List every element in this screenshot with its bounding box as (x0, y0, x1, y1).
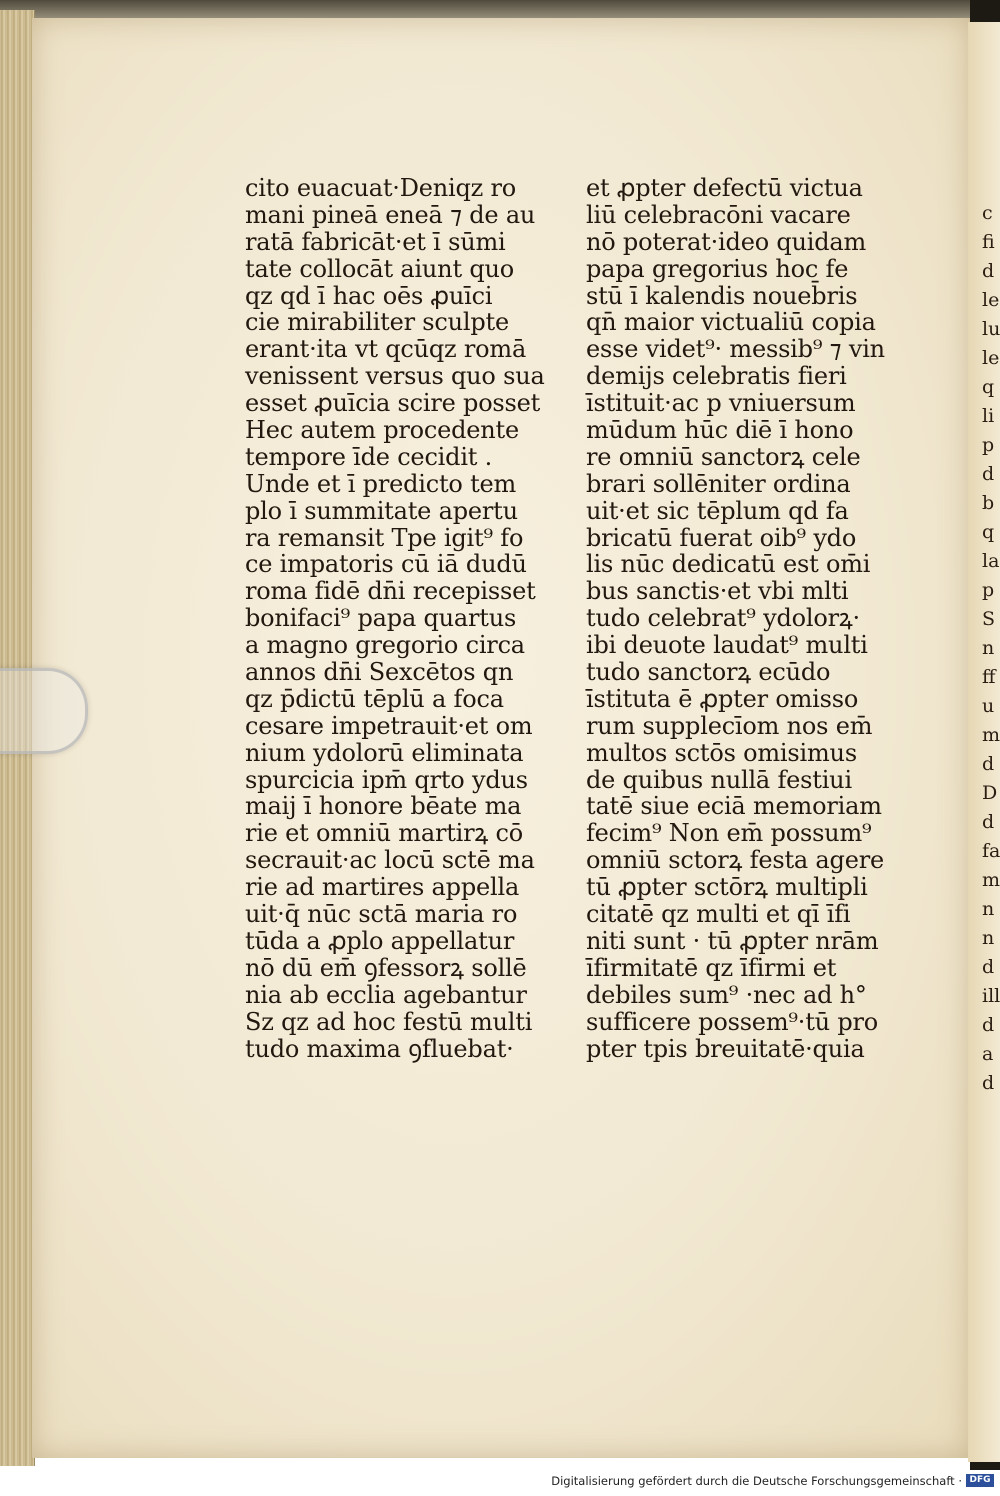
text-line: et ꝓpter defectū victua (586, 174, 863, 202)
text-line: tūda a ꝓplo appellatur (245, 926, 515, 955)
text-line: debiles sum⁹ ·nec ad h° (586, 980, 867, 1009)
text-line: ibi deuote laudat⁹ multi (586, 631, 868, 660)
next-page-fragment: d (982, 811, 995, 833)
text-line: Unde et ī predicto tem (245, 469, 517, 498)
text-line: rum supplecīom nos em̄ (586, 711, 873, 740)
text-line: Hec autem procedente (245, 416, 520, 445)
next-page-fragment: fi (982, 231, 995, 253)
text-line: cie mirabiliter sculpte (245, 308, 510, 337)
right-text-column (586, 175, 886, 1062)
next-page-fragment: a (982, 1043, 994, 1065)
text-line: re omniū sanctorꝝ cele (586, 442, 861, 471)
text-line: mani pineā eneā ⁊ de au (245, 200, 536, 229)
text-line: cito euacuat·Deniqz ro (245, 174, 517, 202)
text-line: nia ab ecclia agebantur (245, 980, 527, 1009)
text-line: tempore īde cecidit . (245, 442, 493, 471)
text-line: tū ꝓpter sctōrꝝ multipli (586, 873, 868, 902)
text-line: sufficere possem⁹·tū pro (586, 1007, 879, 1036)
text-line: tudo sanctorꝝ ecūdo (586, 658, 831, 687)
next-page-fragment: n (982, 927, 995, 949)
text-line: bricatū fuerat oib⁹ ydo (586, 523, 857, 552)
book-top-edge (0, 0, 1000, 20)
text-line: bus sanctis·et vbi mlti (586, 577, 849, 606)
funding-credit: Digitalisierung gefördert durch die Deutsche Forschungsgemeinschaft · (551, 1474, 962, 1488)
text-line: nō poterat·ideo quidam (586, 227, 867, 256)
text-line: Sz qz ad hoc festū multi (245, 1007, 533, 1036)
next-page-fragment: S (982, 608, 996, 630)
text-line: pter tpis breuitatē·quia (586, 1034, 865, 1063)
text-line: plo ī summitate apertu (245, 496, 518, 525)
next-page-fragment: u (982, 695, 995, 717)
text-line: secrauit·ac locū sctē ma (245, 846, 535, 875)
next-page-fragment: fa (982, 840, 1000, 862)
left-text-column (245, 175, 545, 1062)
next-page-fragment: d (982, 463, 995, 485)
adjacent-page (968, 22, 1000, 1462)
next-page-fragment: b (982, 492, 995, 514)
text-line: rie et omniū martirꝝ cō (245, 819, 524, 848)
text-line: erant·ita vt qcūqz romā (245, 335, 527, 364)
text-line: uit·et sic tēplum qd fa (586, 496, 849, 525)
text-line: a magno gregorio circa (245, 631, 525, 660)
text-line: qn̄ maior victualiū copia (586, 308, 876, 337)
next-page-fragment: d (982, 753, 995, 775)
text-line: omniū sctorꝝ festa agere (586, 846, 884, 875)
text-line: qz qd ī hac oēs ꝓuīci (245, 281, 493, 310)
page-clip (0, 668, 88, 754)
text-line: esse videt⁹· messib⁹ ⁊ vin (586, 335, 885, 364)
text-line: lis nūc dedicatū est om̄i (586, 550, 871, 579)
text-line: ra remansit Tpe igit⁹ fo (245, 523, 524, 552)
text-line: esset ꝓuīcia scire posset (245, 389, 541, 418)
text-line: roma fidē dn̄i recepisset (245, 577, 536, 606)
text-line: fecim⁹ Non em̄ possum⁹ (586, 819, 872, 848)
text-line: multos sctōs omisimus (586, 738, 857, 767)
next-page-fragment: li (982, 405, 995, 427)
next-page-fragment: q (982, 521, 995, 543)
text-line: stū ī kalendis noueb̄ris (586, 281, 858, 310)
next-page-fragment: p (982, 434, 995, 456)
text-line: rie ad martires appella (245, 873, 520, 902)
text-line: tatē siue eciā memoriam (586, 792, 882, 821)
next-page-fragment: la (982, 550, 1000, 572)
next-page-fragment: n (982, 637, 995, 659)
text-line: venissent versus quo sua (245, 362, 545, 391)
text-line: brari sollēniter ordina (586, 469, 851, 498)
next-page-fragment: q (982, 376, 995, 398)
text-line: bonifaci⁹ papa quartus (245, 604, 517, 633)
text-line: ce impatoris cū iā dudū (245, 550, 527, 579)
next-page-fragment: le (982, 347, 1000, 369)
next-page-fragment: D (982, 782, 998, 804)
text-line: mūdum hūc diē ī hono (586, 416, 854, 445)
text-line: citatē qz multi et qī īfi (586, 900, 851, 929)
next-page-fragment: d (982, 1072, 995, 1094)
next-page-fragment: m (982, 724, 1000, 746)
text-line: annos dn̄i Sexcētos qn (245, 658, 514, 687)
text-line: spurcicia ipm̄ qrto ydus (245, 765, 528, 794)
text-line: īstituit·ac p vniuersum (586, 389, 856, 418)
text-line: demijs celebratis fieri (586, 362, 847, 391)
next-page-fragment: c (982, 202, 993, 224)
text-line: papa gregorius hoc fe (586, 254, 849, 283)
text-line: īstituta ē ꝓpter omisso (586, 684, 859, 713)
text-line: nium ydolorū eliminata (245, 738, 524, 767)
next-page-fragment: d (982, 260, 995, 282)
next-page-fragment: d (982, 1014, 995, 1036)
text-line: de quibus nullā festiui (586, 765, 852, 794)
text-line: tate collocāt aiunt quo (245, 254, 514, 283)
next-page-fragment: n (982, 898, 995, 920)
next-page-fragment: le (982, 289, 1000, 311)
next-page-fragment: ill (982, 985, 1000, 1007)
next-page-fragment: m (982, 869, 1000, 891)
text-line: niti sunt · tū ꝓpter nrām (586, 926, 879, 955)
text-line: cesare impetrauit·et om (245, 711, 533, 740)
text-line: tudo celebrat⁹ ydolorꝝ· (586, 604, 860, 633)
next-page-fragment: p (982, 579, 995, 601)
text-line: uit·q̄ nūc sctā maria ro (245, 900, 518, 929)
text-line: liū celebracōni vacare (586, 200, 851, 229)
text-line: maij ī honore bēate ma (245, 792, 522, 821)
text-line: ratā fabricāt·et ī sūmi (245, 227, 506, 256)
next-page-fragment: d (982, 956, 995, 978)
text-line: īfirmitatē qz īfirmi et (586, 953, 837, 982)
text-line: tudo maxima ꝯfluebat· (245, 1034, 514, 1063)
next-page-fragment: lu (982, 318, 1000, 340)
text-line: nō dū em̄ ꝯfessorꝝ sollē (245, 953, 527, 982)
text-line: qz p̄dictū tēplū a foca (245, 684, 504, 713)
next-page-fragment: ff (982, 666, 996, 688)
dfg-logo: DFG (966, 1474, 994, 1487)
